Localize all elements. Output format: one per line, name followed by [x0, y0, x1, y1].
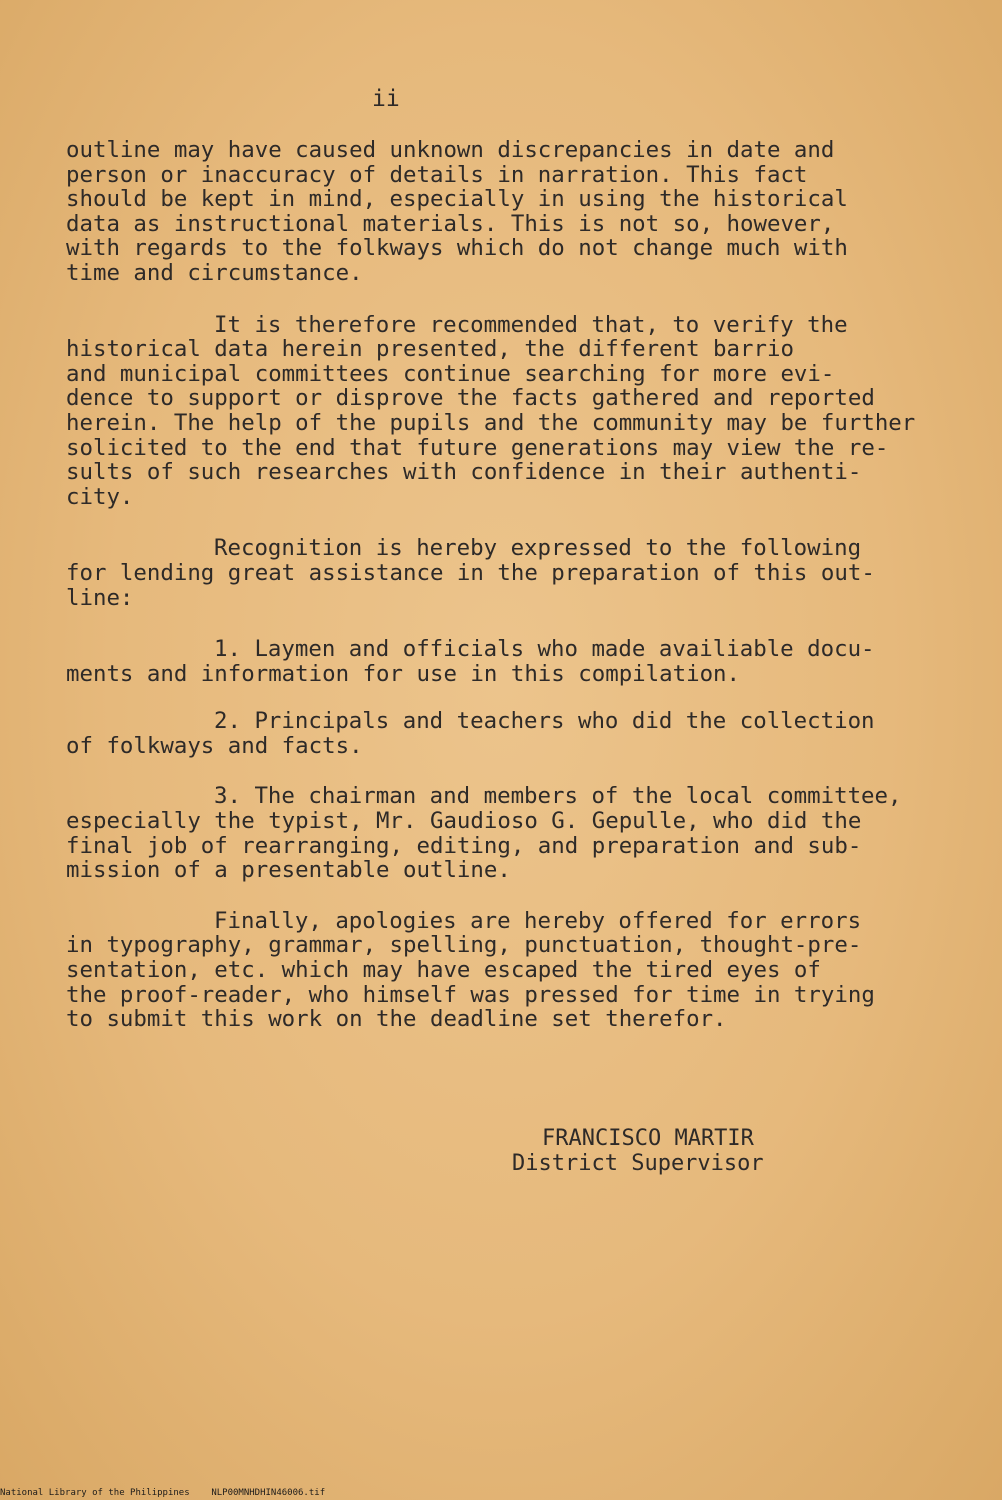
text-line: outline may have caused unknown discrepancies in date and — [66, 137, 835, 163]
text-line: to submit this work on the deadline set therefor. — [66, 1006, 727, 1033]
signatory-name: FRANCISCO MARTIR — [542, 1126, 754, 1151]
list-item-3 — [66, 784, 971, 882]
paragraph-2 — [66, 313, 971, 510]
text-line: line: — [66, 584, 134, 611]
text-line: ments and information for use in this compilation. — [66, 660, 741, 687]
text-line: sults of such researches with confidence in their authenti- — [66, 459, 862, 486]
text-line: the proof-reader, who himself was pressed for time in trying — [66, 981, 875, 1008]
signature-block — [512, 1126, 764, 1176]
text-line: historical data herein presented, the different barrio — [66, 336, 794, 363]
text-line: It is therefore recommended that, to verify the — [214, 311, 848, 338]
text-line: especially the typist, Mr. Gaudioso G. Gepulle, who did the — [66, 808, 862, 835]
paragraph-1 — [66, 138, 971, 286]
text-line: for lending great assistance in the preparation of this out- — [66, 559, 875, 586]
text-line: dence to support or disprove the facts gathered and reported — [66, 385, 875, 412]
text-line: and municipal committees continue searching for more evi- — [66, 360, 835, 387]
text-line: Finally, apologies are hereby offered for errors — [214, 907, 862, 934]
page-number: ii — [372, 86, 400, 112]
text-line: 1. Laymen and officials who made availiable docu- — [214, 636, 875, 663]
text-line: solicited to the end that future generations may view the re- — [66, 434, 889, 461]
text-line: city. — [66, 483, 134, 510]
list-item-1 — [66, 637, 971, 686]
scan-footer: National Library of the Philippines NLP00MNHDHIN46006.tif — [0, 1488, 326, 1498]
text-line: should be kept in mind, especially in using the historical — [66, 186, 848, 213]
list-item-2 — [66, 709, 971, 758]
text-line: data as instructional materials. This is not so, however, — [66, 210, 835, 237]
text-line: 2. Principals and teachers who did the collection — [214, 708, 875, 735]
text-line: 3. The chairman and members of the local committee, — [214, 783, 902, 810]
text-line: final job of rearranging, editing, and preparation and sub- — [66, 832, 862, 859]
text-line: with regards to the folkways which do not change much with — [66, 235, 848, 262]
text-line: herein. The help of the pupils and the community may be further — [66, 409, 916, 436]
signatory-title: District Supervisor — [512, 1151, 764, 1176]
document-body — [66, 138, 971, 1032]
text-line: mission of a presentable outline. — [66, 857, 511, 884]
text-line: Recognition is hereby expressed to the following — [214, 535, 862, 562]
text-line: time and circumstance. — [66, 259, 363, 286]
paragraph-3 — [66, 536, 971, 610]
paragraph-closing — [66, 909, 971, 1032]
text-line: person or inaccuracy of details in narration. This fact — [66, 161, 808, 188]
text-line: of folkways and facts. — [66, 732, 363, 759]
text-line: in typography, grammar, spelling, punctuation, thought-pre- — [66, 932, 862, 959]
text-line: sentation, etc. which may have escaped the tired eyes of — [66, 957, 821, 984]
